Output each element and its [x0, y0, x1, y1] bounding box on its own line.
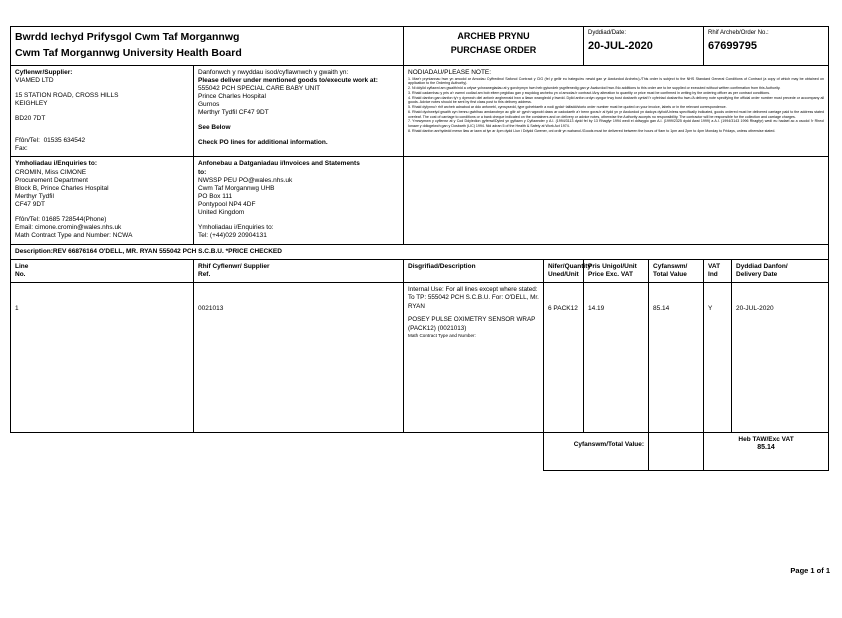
invoices-label2: to: — [198, 168, 207, 176]
col-unit-price-b: Price Exc. VAT — [588, 270, 633, 278]
enquiries-email-label: Email: — [15, 224, 34, 232]
addresses-row — [11, 65, 829, 157]
totals-label: Cyfanswm/Total Value: — [544, 432, 649, 470]
spacer — [198, 117, 399, 124]
supplier-phone-label: Ffôn/Tel: — [15, 137, 40, 145]
invoices-cell — [194, 157, 404, 244]
col-delivery-date — [732, 259, 829, 282]
column-header-row — [11, 259, 829, 282]
enquiries-phone — [15, 216, 189, 224]
enquiries-contract-value: NCWA — [112, 232, 133, 240]
note-item-7: 8. Rhaid danfon anrhydedd mewn llaw ar iawn at lyn ar 4pm dydd Llun i Ddydd Gwener, oni ordir yn wahanol./Goods must be delivered between the hours of 9am to 1pm and 2pm to 4pm Monday to Fridays, unless otherwise stated. — [408, 128, 776, 133]
col-description-a: Disgrifiad/Description — [408, 262, 476, 270]
totals-vat-label: Heb TAW/Exc VAT — [738, 435, 794, 443]
spacer — [198, 132, 399, 139]
deliver-label: Danfonwch y nwyddau isod/cyflawnwch y gwaith yn: — [198, 68, 349, 76]
enquiries-cell — [11, 157, 194, 244]
deliver-line-0: 555042 PCH SPECIAL CARE BABY UNIT — [198, 84, 321, 92]
enquiries-line-0: CROMIN, Miss CIMONE — [15, 168, 87, 176]
deliver-line-1: Prince Charles Hospital — [198, 92, 266, 100]
enquiries-email-value: cimone.cromin@wales.nhs.uk — [34, 224, 122, 232]
invoices-line-3: Pontypool NP4 4DF — [198, 201, 256, 208]
col-delivery-b: Delivery Date — [736, 270, 778, 278]
enquiries-contract — [15, 232, 189, 240]
deliver-see-below: See Below — [198, 124, 231, 132]
totals-spacer — [11, 432, 544, 470]
invoices-fax-value: Tel: (+44)029 20904131 — [198, 232, 267, 240]
row-description — [404, 282, 544, 432]
note-item-3: 4. Rhaid danfon gan danfon ty'r y dyerwch diel anfonir anghenraid hwn a llawn wrangledd y bwrdd. Dylid anfon ordyn cyngor trwy bost dosbarth cyntaf i'r cyfeiriad dosbarthu hwn./A delivery note specifying the official order number must precede or accompany all goods. Advice notes should be sent by first class post to this delivery address. — [408, 95, 825, 105]
invoices-line-4: United Kingdom — [198, 209, 245, 217]
supplier-phone — [15, 137, 189, 145]
col-line-no-a: Line — [15, 262, 29, 270]
invoices-line-1: Cwm Taf Morgannwg UHB — [198, 184, 275, 192]
col-quantity — [544, 259, 591, 282]
row-delivery-date: 20-JUL-2020 — [732, 282, 829, 432]
table-row — [11, 282, 829, 432]
date-value: 20-JUL-2020 — [588, 39, 653, 52]
spacer — [15, 130, 189, 137]
deliver-cell — [194, 65, 404, 157]
enquiries-row — [11, 157, 829, 244]
note-item-6: 7. Ymrwymwn y cyflenwr at y Cod Ddyledion gyfenwi/Dyled yn gyfiawn y Cyfiawnder y A.I. (1994/3113 dydd fel by 13 Rhagfyr 1994 wedi ei ddiwygio gan A.I. (1999/2325 dydd Awst 1999) a A.I. (1994/3143 1996 Rhagfyr) wedi eu hadael ac a osodol i'r Rheol Ionawr y ddiogelwch gan y Dosbarth (LIC) 1994. Nid adran 5 of the Health & Safety at Work Act 1974. — [408, 119, 825, 128]
enquiries-phone-value: 01685 728544(Phone) — [41, 216, 107, 224]
header-row — [11, 27, 829, 66]
col-total — [649, 259, 704, 282]
col-supplier-ref — [194, 259, 404, 282]
deliver-line-3: Merthyr Tydfil CF47 9DT — [198, 109, 269, 117]
order-no-cell — [704, 27, 829, 66]
doc-title-en: PURCHASE ORDER — [450, 44, 537, 55]
date-label: Dyddiad/Date: — [588, 30, 627, 36]
enquiries-contract-label: Math Contract Type and Number: — [15, 232, 111, 240]
col-line-no — [11, 259, 194, 282]
notes-cell — [404, 65, 829, 157]
row-vat: Y — [704, 282, 732, 432]
spacer — [15, 85, 189, 92]
supplier-line-2: 15 STATION ROAD, CROSS HILLS — [15, 91, 119, 99]
order-no-value: 67699795 — [708, 39, 757, 52]
org-name-cell — [11, 27, 404, 66]
invoices-label: Anfonebau a Datganiadau i/Invoices and Statements — [198, 160, 360, 168]
spacer — [15, 209, 189, 216]
col-quantity-a: Nifer/Quantity — [548, 262, 591, 270]
invoices-line-2: PO Box 111 — [198, 192, 233, 200]
notes-title: NODIADAU/PLEASE NOTE: — [408, 68, 492, 76]
row-supplier-ref: 0021013 — [194, 282, 404, 432]
supplier-fax — [15, 145, 189, 153]
spacer — [198, 217, 399, 224]
supplier-fax-label: Fax: — [15, 145, 28, 153]
supplier-cell — [11, 65, 194, 157]
enquiries-email — [15, 224, 189, 232]
enquiries-line-4: CF47 9DT — [15, 201, 45, 208]
invoices-line-0: NWSSP PEU PO@wales.nhs.uk — [198, 176, 293, 184]
deliver-instruction: Please deliver under mentioned goods to/execute work at: — [198, 76, 378, 84]
page-footer: Page 1 of 1 — [790, 566, 830, 575]
col-line-no-b: No. — [15, 270, 26, 278]
note-item-1: 2. Ni ddylid cyflawni am gwaith/nid a orfywr ychwanegiadau at y gorchymyn hwn heb gytundeb ysgrifenedig gan yr Awdurdod hwn./No additions to this order are to be supplied or executed without written confirmation from this Authority. — [408, 86, 781, 91]
totals-row — [11, 432, 829, 470]
col-description — [404, 259, 544, 282]
note-item-4: 5. Rhaid dyfynnu'r rhif archeb adnabod ar ddo anfonebl, cynwysedd, type gohebiaeth a nodi gyda'r talfadd/storio order number must be quoted on your invoice, labels or in the relevant correspondence. — [408, 105, 727, 110]
invoices-fax-label: Ymholiadau i/Enquiries to: — [198, 224, 274, 232]
row-desc-sub: Math Contract Type and Number: — [408, 333, 476, 339]
totals-vat-cell — [704, 432, 829, 470]
col-total-a: Cyfanswm/ — [653, 262, 688, 270]
spacer — [15, 123, 189, 130]
order-no-label: Rhif Archeb/Order No.: — [708, 30, 769, 36]
enquiries-line-1: Procurement Department — [15, 176, 88, 184]
description-bar-row — [11, 244, 829, 259]
note-item-2: 3. Rhaid cadarnhau y pris a'r cwmni codiad am bob eitem pegidiau gan y swyddog archebu yn ol amodau'r contract./Any alteration to quantity or price must be confirmed in writing by the ordering officer as per contract conditions. — [408, 90, 771, 95]
spacer — [15, 108, 189, 115]
row-total: 85.14 — [649, 282, 704, 432]
supplier-line-5: BD20 7DT — [15, 115, 46, 122]
notes-continuation-cell — [404, 157, 829, 244]
col-quantity-b: Uned/Unit — [548, 270, 579, 278]
enquiries-line-3: Merthyr Tydfil — [15, 192, 54, 200]
col-supplier-ref-b: Ref. — [198, 270, 211, 278]
row-desc-note: Internal Use: For all lines except where stated: To TP: 555042 PCH S.C.B.U. For: O'DELL, Mr. RYAN — [408, 285, 539, 310]
enquiries-phone-label: Ffôn/Tel: — [15, 216, 40, 224]
enquiries-line-2: Block B, Prince Charles Hospital — [15, 184, 109, 192]
col-total-b: Total Value — [653, 270, 687, 278]
document-table — [10, 26, 829, 471]
supplier-line-3: KEIGHLEY — [15, 99, 48, 107]
totals-value — [649, 432, 704, 470]
doc-title-cell — [404, 27, 584, 66]
org-name-cy: Bwrdd Iechyd Prifysgol Cwm Taf Morgannwg — [15, 31, 240, 43]
supplier-label: Cyflenwr/Supplier: — [15, 68, 73, 76]
col-unit-price — [584, 259, 649, 282]
description-bar: Description:REV 66876164 O'DELL, MR. RYAN 555042 PCH S.C.B.U. *PRICE CHECKED — [11, 244, 829, 259]
deliver-line-2: Gurnos — [198, 101, 220, 108]
purchase-order-document — [10, 26, 828, 582]
org-name-en: Cwm Taf Morgannwg University Health Board — [15, 46, 242, 59]
enquiries-label: Ymholiadau i/Enquiries to: — [15, 160, 97, 168]
supplier-phone-value: 01535 634542 — [43, 137, 86, 145]
row-line-no: 1 — [11, 282, 194, 432]
row-desc-main: POSEY PULSE OXIMETRY SENSOR WRAP (PACK12) (0021013) — [408, 316, 536, 332]
row-unit-price: 14.19 — [584, 282, 649, 432]
col-supplier-ref-a: Rhif Cyflenwr/ Supplier — [198, 262, 270, 270]
col-vat-b: Ind — [708, 270, 718, 278]
note-item-0: 1. Mae'r pryniannau hwn yn amodol ar Amodau Cyffredinol Safonol Contract y CIG (fel y gellir eu hategu/eu newid gan yr Awdurdod Archebu)./This order is subject to the NHS Standard General Conditions of Contract (a copy of which may be obtained on application to the Ordering Authority). — [408, 76, 825, 86]
col-vat — [704, 259, 732, 282]
note-item-5: 6. Rhaid dychwelyd gwaith cyn bennu gwblhau amdanobryn ac gilir a'r gyrch wgwobl dasw ar cadodaeth a'r benn gorau'r al fydd yn yr Awdurdod yn dadcys dyfod/Unless specifically indicated, goods ordered must be delivered carriage paid to the address stated overleaf. The cost of carriage to conditions or a bank cheque indicated on the containers and on delivery or advice notes, otherwise the Authority accepts no responsibility. The contractor will be responsible for the collection and carriage charges. — [408, 109, 825, 119]
col-delivery-a: Dyddiad Danfon/ — [736, 262, 788, 270]
col-unit-price-a: Pris Unigol/Unit — [588, 262, 637, 270]
doc-title-cy: ARCHEB PRYNU — [457, 31, 530, 41]
col-vat-a: VAT — [708, 262, 721, 270]
supplier-line-0: VIAMED LTD — [15, 76, 54, 84]
date-cell — [584, 27, 704, 66]
totals-vat-value: 85.14 — [757, 444, 775, 451]
row-quantity: 6 PACK12 — [544, 282, 584, 432]
deliver-check-note: Check PO lines for additional information. — [198, 139, 328, 147]
